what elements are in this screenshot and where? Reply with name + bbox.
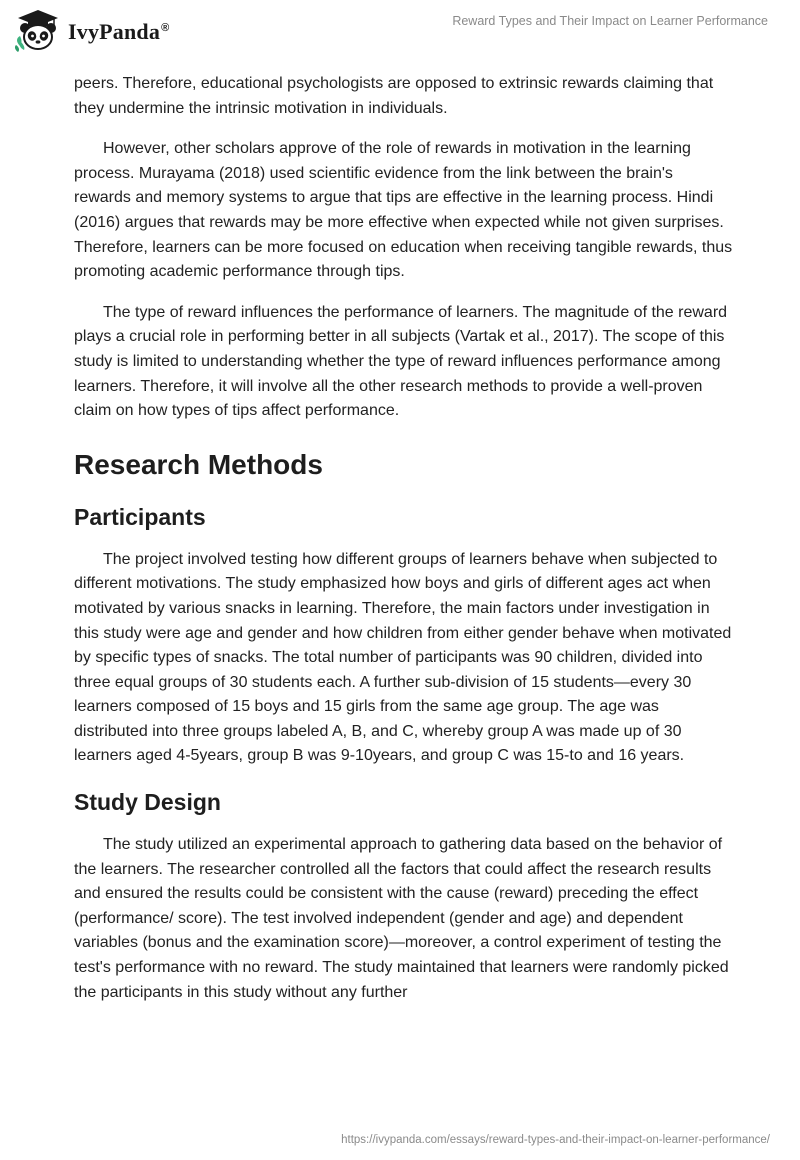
paragraph-participants: The project involved testing how different groups of learners behave when subjected to different motivations. The study emphasized how boys and girls of different ages act when motivated by various snacks in learning. Therefore, the main factors under investigation in this study were age and gender and how children from either gender behave when motivated by specific types of snacks. The total number of participants was 90 children, divided into three equal groups of 30 students each. A further sub-division of 15 students—every 30 learners composed of 15 boys and 15 girls from the same age group. The age was distributed into three groups labeled A, B, and C, whereby group A was made up of 30 learners aged 4-5years, group B was 9-10years, and group C was 15-to and 16 years.: [74, 550, 732, 765]
paragraph-continued: peers. Therefore, educational psychologists are opposed to extrinsic rewards claiming that they undermine the intrinsic motivation in individuals.: [74, 75, 714, 117]
brand-name: IvyPanda®: [68, 19, 170, 44]
paragraph-study-design: The study utilized an experimental approach to gathering data based on the behavior of the learners. The researcher controlled all the factors that could affect the research results and ensured the results could be consistent with the cause (reward) preceding the effect (performance/ score). The test involved independent (gender and age) and dependent variables (bonus and the examination score)—moreover, a control experiment of testing the test's performance with no reward. The study maintained that learners were randomly picked the participants in this study without any further: [74, 836, 729, 1001]
heading-study-design: Study Design: [74, 789, 221, 816]
paragraph-reward-type: The type of reward influences the performance of learners. The magnitude of the reward plays a crucial role in performing better in all subjects (Vartak et al., 2017). The scope of this study is limited to understanding whether the type of reward influences performance among learners. Therefore, it will involve all the other research methods to provide a well-proven claim on how types of tips affect performance.: [74, 303, 728, 420]
page-header: [0, 0, 800, 66]
ivypanda-logo-link[interactable]: [14, 8, 169, 54]
registered-mark: ®: [161, 21, 170, 34]
panda-graduate-icon: [14, 8, 62, 54]
footer-source-url[interactable]: https://ivypanda.com/essays/reward-types-and-their-impact-on-learner-performance/: [341, 1134, 770, 1146]
heading-research-methods: Research Methods: [74, 448, 323, 480]
document-title: Reward Types and Their Impact on Learner Performance: [452, 14, 768, 28]
heading-participants: Participants: [74, 503, 206, 530]
paragraph-scholars: However, other scholars approve of the role of rewards in motivation in the learning process. Murayama (2018) used scientific evidence from the link between the brain's rewards and memory systems to argue that tips are effective in the learning process. Hindi (2016) argues that rewards may be more effective when expected while not given surprises. Therefore, learners can be more focused on education when receiving tangible rewards, thus promoting academic performance through tips.: [74, 140, 733, 281]
essay-content: [74, 72, 734, 1021]
